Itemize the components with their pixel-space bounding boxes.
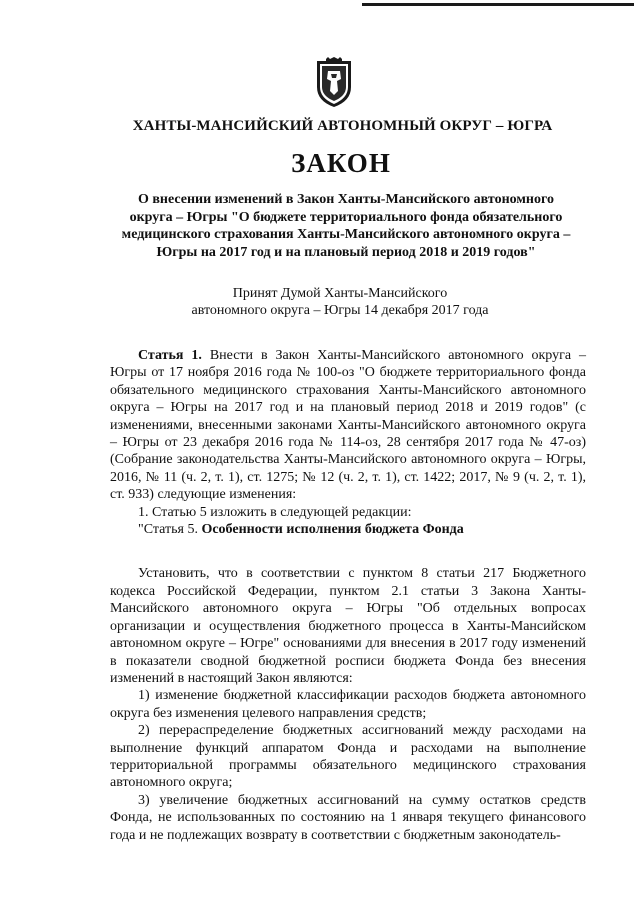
article-1-paragraph	[110, 347, 586, 504]
top-border-line	[362, 3, 634, 6]
article-5-title: Особенности исполнения бюджета Фонда	[201, 522, 464, 538]
establish-paragraph: Установить, что в соответствии с пунктом 8 статьи 217 Бюджетного кодекса Российской Федерации, пунктом 2.1 статьи 3 Закона Ханты-Мансийского автономного округа – Югры "Об отдельных вопросах организации и осуществления бюджетного процесса в Ханты-Мансийском автономном округе – Югре" основаниями для внесения в 2017 году изменений в показатели сводной бюджетной росписи бюджета Фонда без внесения изменений в настоящий Закон являются:	[110, 566, 586, 686]
law-subject-title: О внесении изменений в Закон Ханты-Мансийского автономного округа – Югры "О бюджете территориального фонда обязательного медицинского страхования Ханты-Мансийского автономного округа – Югры на 2017 год и на плановый период 2018 и 2019 годов"	[121, 192, 571, 260]
coat-of-arms-emblem-icon	[314, 57, 354, 109]
article-1-text: Внести в Закон Ханты-Мансийского автономного округа – Югры от 17 ноября 2016 года № 100-оз "О бюджете территориального фонда обязательного медицинского страхования Ханты-Мансийского автономного округа – Югры на 2017 год и на плановый период 2018 и 2019 годов" (с изменениями, внесенными законами Ханты-Мансийского автономного округа – Югры от 23 декабря 2016 года № 114-оз, 28 сентября 2017 года № 47-оз) (Собрание законодательства Ханты-Мансийского автономного округа – Югры, 2016, № 11 (ч. 2, т. 1), ст. 1275; № 12 (ч. 2, т. 1), ст. 1422; 2017, № 9 (ч. 2, т. 1), ст. 933) следующие изменения:	[110, 348, 586, 503]
subitem-1-paragraph: 1) изменение бюджетной классификации расходов бюджета автономного округа без изменения целевого направления средств;	[110, 688, 586, 721]
paragraph-gap	[110, 538, 586, 565]
adoption-note-line-2: автономного округа – Югры 14 декабря 2017 года	[191, 303, 489, 318]
document-type-heading: ЗАКОН	[291, 148, 391, 178]
article-1-label: Статья 1.	[138, 348, 202, 363]
adoption-note	[180, 285, 500, 319]
subitem-2-paragraph: 2) перераспределение бюджетных ассигнований между расходами на выполнение функций аппаратом Фонда и расходами на выполнение территориальной программы обязательного медицинского страхования автономного округа;	[110, 723, 586, 791]
article-5-prefix: "Статья 5.	[138, 522, 202, 538]
article-5-heading	[110, 521, 586, 538]
subitem-3-paragraph: 3) увеличение бюджетных ассигнований на сумму остатков средств Фонда, не использованных по состоянию на 1 января текущего финансового года и не подлежащих возврату в соответствии с бюджетным законодатель-	[110, 792, 586, 843]
adoption-note-line-1: Принят Думой Ханты-Мансийского	[232, 286, 448, 301]
document-body	[110, 347, 586, 844]
region-heading: ХАНТЫ-МАНСИЙСКИЙ АВТОНОМНЫЙ ОКРУГ – ЮГРА	[132, 118, 553, 134]
item-1-paragraph: 1. Статью 5 изложить в следующей редакции:	[138, 504, 412, 520]
